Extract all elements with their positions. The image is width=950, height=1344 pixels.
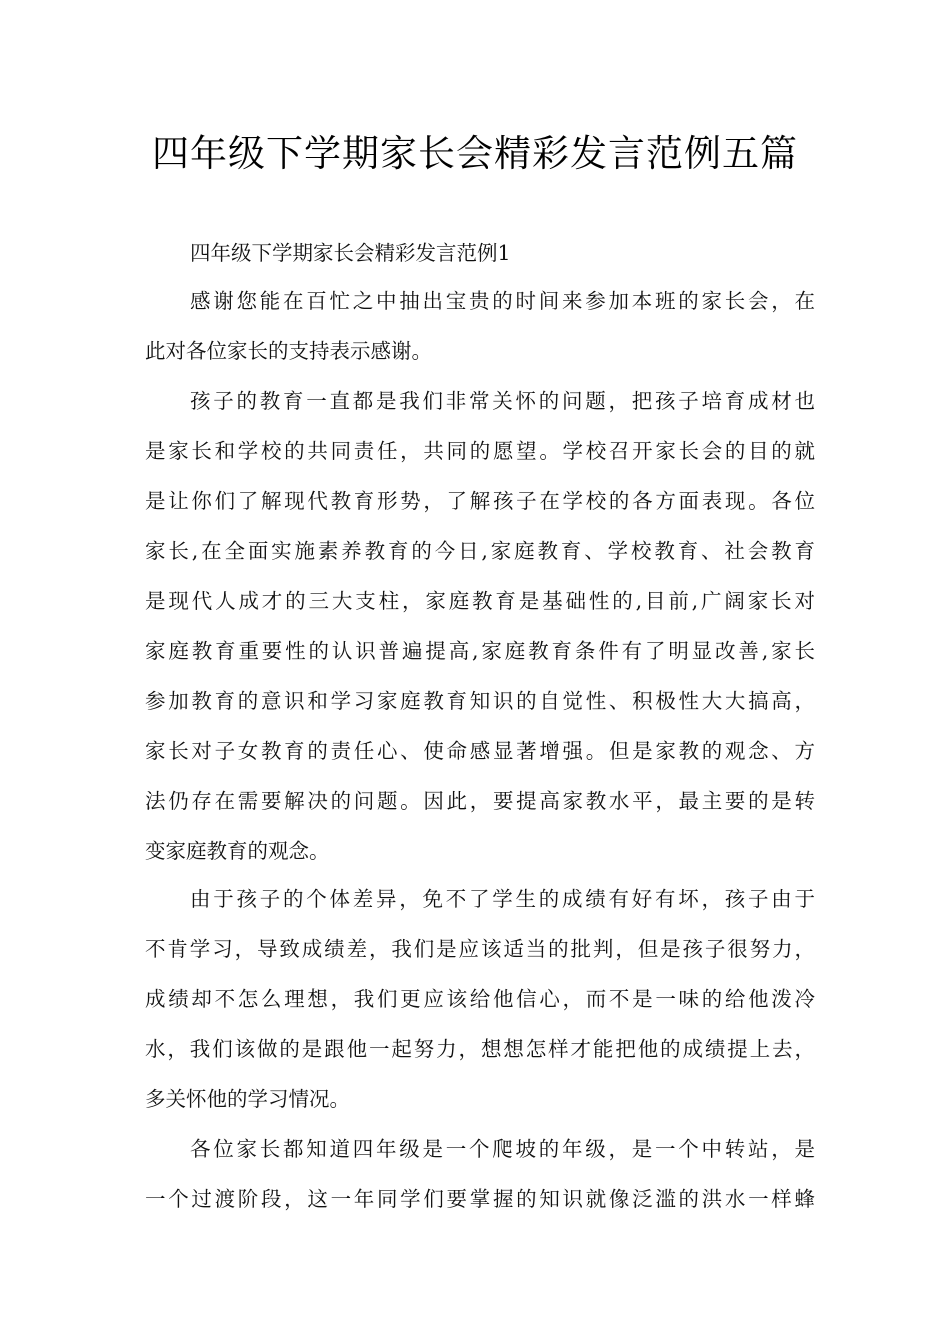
- paragraph-line: 是家长和学校的共同责任，共同的愿望。学校召开家长会的目的就: [145, 439, 815, 463]
- paragraph-line: 各位家长都知道四年级是一个爬坡的年级，是一个中转站，是: [190, 1137, 815, 1161]
- paragraph-line: 多关怀他的学习情况。: [145, 1087, 350, 1111]
- paragraph-line: 由于孩子的个体差异，免不了学生的成绩有好有坏，孩子由于: [190, 887, 815, 911]
- paragraph-line: 此对各位家长的支持表示感谢。: [145, 339, 432, 363]
- paragraph-line: 变家庭教育的观念。: [145, 839, 330, 863]
- paragraph-line: 孩子的教育一直都是我们非常关怀的问题，把孩子培育成材也: [190, 389, 815, 413]
- paragraph-line: 不肯学习，导致成绩差，我们是应该适当的批判，但是孩子很努力，: [145, 937, 815, 961]
- paragraph-line: 家庭教育重要性的认识普遍提高,家庭教育条件有了明显改善,家长: [145, 639, 815, 663]
- paragraph-line: 感谢您能在百忙之中抽出宝贵的时间来参加本班的家长会，在: [190, 289, 815, 313]
- paragraph-line: 成绩却不怎么理想，我们更应该给他信心，而不是一味的给他泼冷: [145, 987, 815, 1011]
- subtitle-line: 四年级下学期家长会精彩发言范例1: [190, 241, 511, 265]
- paragraph-line: 是让你们了解现代教育形势，了解孩子在学校的各方面表现。各位: [145, 489, 815, 513]
- paragraph-line: 是现代人成才的三大支柱，家庭教育是基础性的,目前,广阔家长对: [145, 589, 815, 613]
- paragraph-line: 法仍存在需要解决的问题。因此，要提高家教水平，最主要的是转: [145, 789, 815, 813]
- paragraph-line: 家长对子女教育的责任心、使命感显著增强。但是家教的观念、方: [145, 739, 815, 763]
- document-title: 四年级下学期家长会精彩发言范例五篇: [152, 132, 798, 175]
- paragraph-line: 参加教育的意识和学习家庭教育知识的自觉性、积极性大大搞高，: [145, 689, 815, 713]
- paragraph-line: 一个过渡阶段，这一年同学们要掌握的知识就像泛滥的洪水一样蜂: [145, 1187, 815, 1211]
- paragraph-line: 水，我们该做的是跟他一起努力，想想怎样才能把他的成绩提上去，: [145, 1037, 815, 1061]
- paragraph-line: 家长,在全面实施素养教育的今日,家庭教育、学校教育、社会教育: [145, 539, 815, 563]
